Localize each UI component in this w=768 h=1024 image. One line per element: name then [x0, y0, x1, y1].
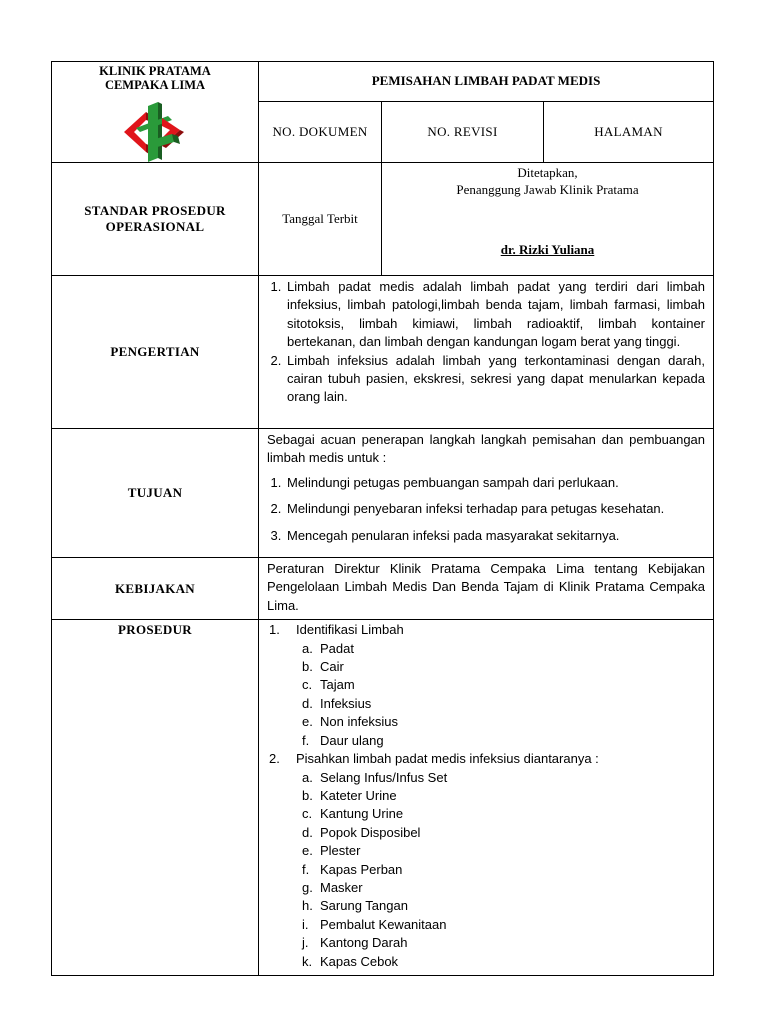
prosedur-sub-item: [267, 842, 705, 860]
prosedur-sub-item: [267, 640, 705, 658]
document-title: PEMISAHAN LIMBAH PADAT MEDIS: [259, 62, 714, 102]
prosedur-content: [259, 620, 714, 976]
prosedur-sub-text: Pembalut Kewanitaan: [320, 916, 447, 932]
prosedur-sub-letter: j.: [302, 935, 309, 951]
prosedur-sub-text: Non infeksius: [320, 714, 399, 730]
prosedur-sub-item: [267, 879, 705, 897]
prosedur-sub-item: [267, 897, 705, 915]
prosedur-step-number: 1.: [269, 622, 280, 638]
tujuan-item: 3. Mencegah penularan infeksi pada masyarakat sekitarnya.: [285, 527, 705, 545]
prosedur-sub-item: [267, 695, 705, 713]
prosedur-sub-text: Kantung Urine: [320, 806, 404, 822]
prosedur-step-text: Identifikasi Limbah: [296, 622, 404, 638]
prosedur-sub-item: [267, 787, 705, 805]
page-label: HALAMAN: [544, 101, 714, 162]
prosedur-sub-item: [267, 824, 705, 842]
prosedur-sub-item: [267, 805, 705, 823]
prosedur-sub-letter: d.: [302, 824, 313, 840]
prosedur-sub-letter: c.: [302, 806, 313, 822]
prosedur-sub-item: [267, 676, 705, 694]
tujuan-item: 2. Melindungi penyebaran infeksi terhadap para petugas kesehatan.: [285, 500, 705, 518]
tujuan-item: 1. Melindungi petugas pembuangan sampah dari perlukaan.: [285, 474, 705, 492]
prosedur-sub-letter: a.: [302, 769, 313, 785]
prosedur-sub-item: [267, 953, 705, 971]
sop-label: [52, 163, 259, 276]
prosedur-sub-letter: h.: [302, 898, 313, 914]
prosedur-sub-text: Kantong Darah: [320, 935, 408, 951]
doc-number-label: NO. DOKUMEN: [259, 101, 382, 162]
prosedur-step: [267, 750, 705, 768]
pengertian-item: 2. Limbah infeksius adalah limbah yang terkontaminasi dengan darah, cairan tubuh pasien, ekskresi, sekresi yang dapat menularkan kepada orang lain.: [285, 352, 705, 407]
prosedur-step-number: 2.: [269, 751, 280, 767]
prosedur-sub-letter: e.: [302, 843, 313, 859]
prosedur-sub-text: Daur ulang: [320, 732, 384, 748]
clinic-name: [52, 62, 258, 92]
sop-label-line1: STANDAR PROSEDUR: [84, 203, 226, 218]
tujuan-intro: Sebagai acuan penerapan langkah langkah pemisahan dan pembuangan limbah medis untuk :: [267, 432, 706, 466]
prosedur-sub-text: Selang Infus/Infus Set: [320, 769, 448, 785]
approval-cell: [382, 163, 714, 276]
prosedur-sub-letter: f.: [302, 861, 310, 877]
kebijakan-content: Peraturan Direktur Klinik Pratama Cempaka Lima tentang Kebijakan Pengelolaan Limbah Medis Dan Benda Tajam di Klinik Pratama Cempaka Lima.: [259, 558, 714, 620]
prosedur-label: PROSEDUR: [52, 620, 259, 976]
prosedur-sub-letter: i.: [302, 916, 309, 932]
prosedur-sub-item: [267, 934, 705, 952]
clinic-name-line1: KLINIK PRATAMA: [99, 64, 211, 78]
prosedur-sub-text: Tajam: [320, 677, 355, 693]
prosedur-step: [267, 621, 705, 639]
prosedur-sub-letter: b.: [302, 787, 313, 803]
prosedur-sub-letter: a.: [302, 640, 313, 656]
prosedur-sub-item: [267, 916, 705, 934]
prosedur-sub-text: Masker: [320, 879, 363, 895]
prosedur-sub-text: Kapas Cebok: [320, 953, 399, 969]
tujuan-label: TUJUAN: [52, 429, 259, 558]
prosedur-sub-item: [267, 732, 705, 750]
prosedur-sub-text: Kapas Perban: [320, 861, 403, 877]
prosedur-sub-letter: c.: [302, 677, 313, 693]
prosedur-sub-text: Popok Disposibel: [320, 824, 421, 840]
issue-date-label: Tanggal Terbit: [259, 163, 382, 276]
prosedur-sub-letter: d.: [302, 695, 313, 711]
prosedur-sub-item: [267, 658, 705, 676]
prosedur-step-text: Pisahkan limbah padat medis infeksius diantaranya :: [296, 751, 599, 767]
prosedur-sub-text: Infeksius: [320, 695, 372, 711]
prosedur-sub-letter: g.: [302, 879, 313, 895]
sop-label-line2: OPERASIONAL: [105, 219, 205, 234]
prosedur-sub-letter: f.: [302, 732, 310, 748]
tujuan-content: [259, 429, 714, 558]
prosedur-sub-item: [267, 713, 705, 731]
prosedur-sub-text: Sarung Tangan: [320, 898, 408, 914]
approver-name: dr. Rizki Yuliana: [500, 242, 595, 257]
clinic-header-cell: [52, 62, 259, 163]
approval-line1: Ditetapkan,: [517, 165, 578, 180]
prosedur-list: [267, 621, 705, 971]
prosedur-sub-letter: k.: [302, 953, 313, 969]
prosedur-sub-letter: b.: [302, 659, 313, 675]
pengertian-content: [259, 276, 714, 429]
clinic-logo-icon: [122, 100, 188, 162]
prosedur-sub-item: [267, 861, 705, 879]
prosedur-sub-item: [267, 769, 705, 787]
clinic-name-line2: CEMPAKA LIMA: [104, 78, 206, 92]
prosedur-sub-letter: e.: [302, 714, 313, 730]
approval-line2: Penanggung Jawab Klinik Pratama: [456, 182, 639, 197]
prosedur-sub-text: Plester: [320, 843, 361, 859]
prosedur-sub-text: Kateter Urine: [320, 787, 397, 803]
prosedur-sub-text: Cair: [320, 659, 344, 675]
sop-document-table: [51, 61, 714, 976]
kebijakan-label: KEBIJAKAN: [52, 558, 259, 620]
prosedur-sub-text: Padat: [320, 640, 354, 656]
pengertian-label: PENGERTIAN: [52, 276, 259, 429]
revision-label: NO. REVISI: [382, 101, 544, 162]
pengertian-item: 1. Limbah padat medis adalah limbah padat yang terdiri dari limbah infeksius, limbah patologi,limbah benda tajam, limbah farmasi, limbah sitotoksis, limbah kimiawi, limbah radioaktif, limbah kontainer bertekanan, dan limbah dengan kandungan logam berat yang tinggi.: [285, 278, 705, 352]
